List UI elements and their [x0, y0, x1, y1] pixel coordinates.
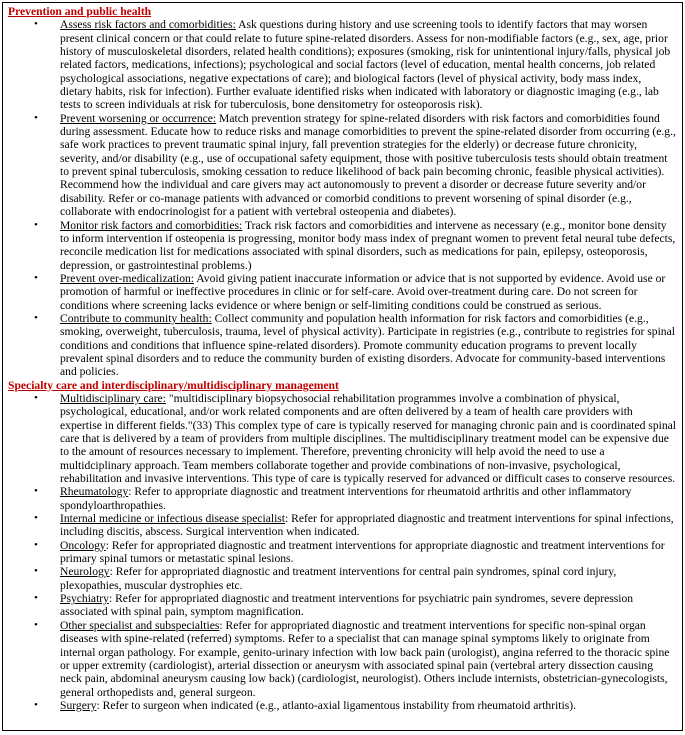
bullet-icon: • [34, 698, 38, 711]
item-term: Prevent over-medicalization: [60, 271, 195, 285]
item-text: : Refer to appropriate diagnostic and treatment interventions for rheumatoid arthritis and other inflammatory spondyloarthropathies. [60, 485, 632, 512]
item-term: Multidisciplinary care: [60, 391, 166, 405]
list-item [8, 592, 676, 619]
list-item [8, 112, 676, 219]
section-title-prevention: Prevention and public health [8, 5, 152, 18]
item-text: : Refer to surgeon when indicated (e.g., atlanto-axial ligamentous instability from rheumatoid arthritis). [96, 698, 577, 712]
item-term: Internal medicine or infectious disease specialist [60, 512, 286, 526]
list-item [8, 699, 676, 712]
document-frame [2, 2, 683, 731]
list-item [8, 18, 676, 111]
list-item [8, 219, 676, 272]
bullet-icon: • [34, 271, 38, 284]
prevention-list [8, 18, 676, 378]
bullet-icon: • [34, 111, 38, 124]
specialty-care-list [8, 392, 676, 712]
item-term: Oncology [60, 538, 106, 552]
item-text: : Refer for appropriated diagnostic and treatment interventions for psychiatric pain syndromes, severe depression associated with spinal pain, symptom magnification. [60, 592, 634, 619]
item-term: Prevent worsening or occurrence: [60, 111, 217, 125]
item-text: : Refer for appropriated diagnostic and treatment interventions for specific non-spinal organ diseases with spine-related (referred) symptoms. Refer to a specialist that can manage spinal symptoms likely to originate from internal organ pathology. For example, genito-urinary infection with low back pain (urologist), angina referred to the thoracic spine or upper extremity (cardiologist), arterial dissection or aneurysm with associated spinal pain (vertebral artery dissection causing neck pain, abdominal aneurysm causing low back) (cardiologist, neurologist). Others include internists, obstetrician-gynecologists, general orthopedists and, general surgeon. [60, 618, 670, 699]
item-text: Ask questions during history and use screening tools to identify factors that may worsen present clinical concern or that could relate to future spine-related disorders. Assess for non-modifiable factors (e.g., sex, age, prior history of musculoskeletal disorders, related health conditions); exposures (smoking, risk for unintentional injury/falls, physical job related factors, medications, infections); psychological and social factors (level of education, mental health concerns, job related psychological associations, negative expectations of care); and biological factors (level of physical activity, body mass index, dietary habits, risk for infection). Further evaluate identified risks when indicated with laboratory or diagnostic imaging (e.g., lab tests to screen individuals at risk for tuberculosis, bone densitometry for osteoporosis risk). [60, 18, 671, 112]
item-term: Contribute to community health: [60, 311, 212, 325]
bullet-icon: • [34, 512, 38, 525]
bullet-icon: • [34, 565, 38, 578]
item-text: Track risk factors and comorbidities and intervene as necessary (e.g., monitor bone density to inform intervention if osteopenia is progressing, monitor body mass index of pregnant women to prevent fetal neural tube defects, reconcile medication list for medications associated with spinal disorders, such as medications for pain, epilepsy, osteoporosis, depression, or gastrointestinal problems.) [60, 218, 676, 272]
item-term: Other specialist and subspecialties [60, 618, 220, 632]
list-item [8, 512, 676, 539]
list-item [8, 565, 676, 592]
item-text: : Refer for appropriated diagnostic and treatment interventions for central pain syndromes, spinal cord injury, plexopathies, muscular dystrophies etc. [60, 565, 617, 592]
bullet-icon: • [34, 618, 38, 631]
item-text: Match prevention strategy for spine-related disorders with risk factors and comorbidities found during assessment. Educate how to reduce risks and manage comorbidities to prevent the spine-related disorder from occurring (e.g., safe work practices to prevent traumatic spinal injury, fall prevention strategies for the elderly) or decrease future chronicity, severity, and/or disability (e.g., use of occupational safety equipment, those with positive tuberculosis tests should obtain treatment to prevent spinal tuberculosis, smoking cessation to reduce likelihood of back pain becoming chronic, feasible physical activities). Recommend how the individual and care givers may act autonomously to prevent a disorder or decrease future severity and/or disability. Refer or co-manage patients with advanced or comorbid conditions to prevent worsening of spinal disorder (e.g., collaborate with endocrinologist for a patient with vertebral osteopenia and diabetes). [60, 111, 676, 219]
bullet-icon: • [34, 485, 38, 498]
bullet-icon: • [34, 538, 38, 551]
item-term: Psychiatry [60, 592, 109, 606]
list-item [8, 539, 676, 566]
list-item [8, 312, 676, 379]
bullet-icon: • [34, 311, 38, 324]
list-item [8, 392, 676, 485]
bullet-icon: • [34, 18, 38, 31]
item-term: Assess risk factors and comorbidities: [60, 18, 236, 32]
item-text: Collect community and population health information for risk factors and comorbidities (e.g., smoking, overweight, tuberculosis, trauma, level of physical activity). Participate in registries (e.g., contribute to registries for spinal conditions and conditions that influence spine-related disorders). Promote community education programs to prevent locally prevalent spinal disorders and to reduce the community burden of existing disorders. Advocate for community-based interventions and policies. [60, 311, 675, 379]
item-text: "multidisciplinary biopsychosocial rehabilitation programmes involve a combination of physical, psychological, educational, and/or work related components and are often delivered by a team of health care providers with expertise in different fields."(33) This complex type of care is typically reserved for managing chronic pain and is coordinated spinal care that is delivered by a team of providers from multiple disciplines. The multidisciplinary treatment model can be expensive due to the amount of resources necessary to implement. Therefore, preventing chronicity will help avoid the need to use a multidciplinary approach. Team members collaborate together and provide combinations of non-invasive, psychological, rehabilitation and invasive interventions. This type of care is typically reserved for advanced or difficult cases to conserve resources. [60, 391, 676, 486]
item-text: : Refer for appropriated diagnostic and treatment interventions for spinal infections, including discitis, abscess. Surgical intervention when indicated. [60, 512, 674, 539]
bullet-icon: • [34, 592, 38, 605]
item-term: Rheumatology [60, 485, 129, 499]
list-item [8, 619, 676, 699]
item-text: : Refer for appropriated diagnostic and treatment interventions for appropriate diagnostic and treatment interventions for primary spinal tumors or metastatic spinal lesions. [60, 538, 665, 566]
section-title-specialty-care: Specialty care and interdisciplinary/multidisciplinary management [8, 378, 339, 392]
item-text: Avoid giving patient inaccurate information or advice that is not supported by evidence. Avoid use or promotion of harmful or ineffective procedures in clinic or for self-care. Avoid over-treatment during care. Do not screen for conditions where screening lacks evidence or where benign or self-limiting conditions could be construed as serious. [60, 271, 666, 312]
item-term: Neurology [60, 565, 110, 579]
item-term: Surgery [60, 698, 97, 712]
bullet-icon: • [34, 218, 38, 231]
list-item [8, 485, 676, 512]
bullet-icon: • [34, 391, 38, 404]
item-term: Monitor risk factors and comorbidities: [60, 218, 243, 232]
list-item [8, 272, 676, 312]
